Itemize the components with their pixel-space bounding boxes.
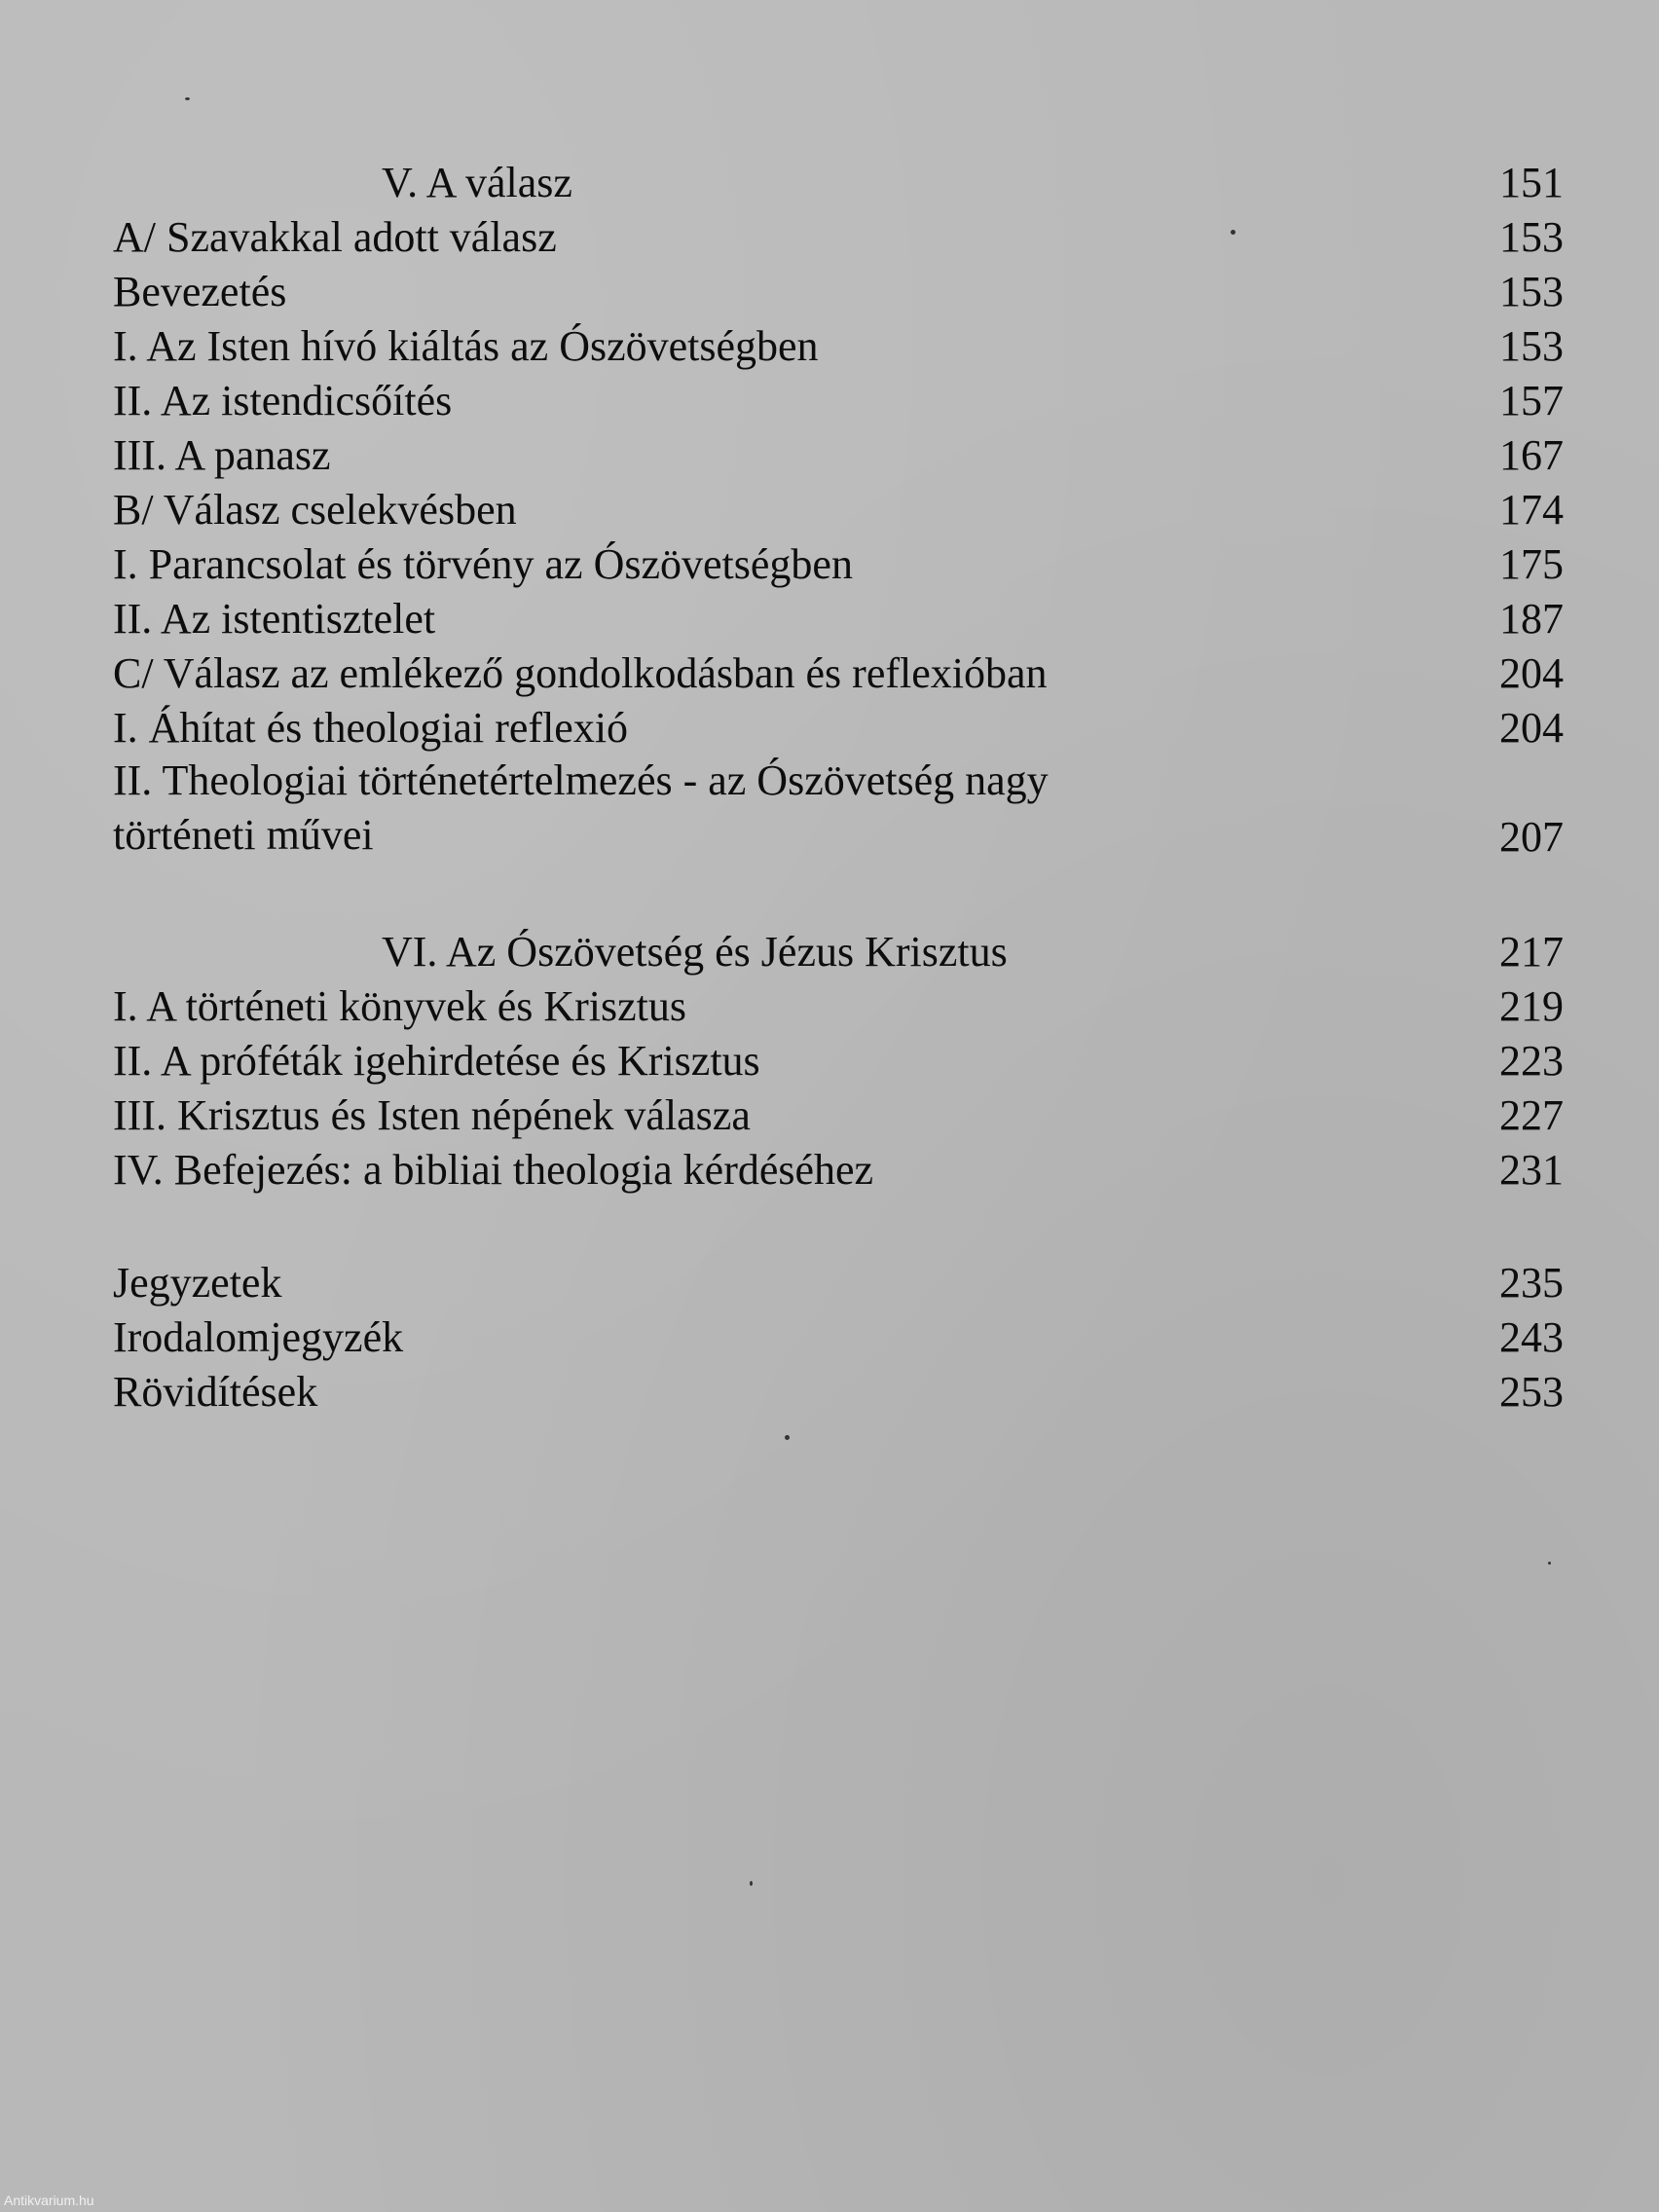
toc-entry-title: I. Parancsolat és törvény az Ószövetségben: [113, 540, 853, 588]
toc-entry-title: II. Az istendicsőítés: [113, 377, 453, 424]
toc-entry-page: 217: [1499, 928, 1564, 976]
toc-entry-title: Irodalomjegyzék: [113, 1313, 404, 1361]
toc-entry: [113, 977, 1564, 1036]
paper-speck: [1231, 230, 1235, 235]
toc-entry: [113, 481, 1564, 539]
paper-speck: [185, 97, 190, 100]
toc-entry-title: VI. Az Ószövetség és Jézus Krisztus: [382, 928, 1008, 976]
toc-entry-title: II. Theologiai történetértelmezés - az Ószövetség nagy történeti művei: [113, 756, 1049, 859]
toc-entry: [113, 1087, 1564, 1145]
toc-entry-page: 151: [1499, 159, 1564, 206]
toc-entry: [113, 1032, 1564, 1090]
toc-entry-page: 219: [1499, 982, 1564, 1030]
toc-entry-title: II. Az istentisztelet: [113, 595, 436, 643]
toc-entry-title: I. Az Isten hívó kiáltás az Ószövetségben: [113, 322, 819, 370]
toc-entry-page: 167: [1499, 431, 1564, 479]
paper-speck: [750, 1881, 753, 1886]
toc-entry: [113, 1309, 1564, 1367]
toc-entry-title: I. Áhítat és theologiai reflexió: [113, 704, 629, 752]
toc-entry-title: Bevezetés: [113, 268, 287, 315]
toc-entry: [113, 535, 1564, 594]
toc-entry: [113, 208, 1564, 267]
toc-entry-page: 231: [1499, 1146, 1564, 1194]
toc-entry-page: 174: [1499, 486, 1564, 534]
toc-entry-page: 204: [1499, 649, 1564, 697]
toc-entry: [113, 1254, 1564, 1312]
toc-entry-title: B/ Válasz cselekvésben: [113, 486, 517, 534]
toc-entry-title: I. A történeti könyvek és Krisztus: [113, 982, 687, 1030]
toc-entry-title: Rövidítések: [113, 1368, 318, 1416]
toc-entry-page: 153: [1499, 213, 1564, 261]
toc-entry-title: A/ Szavakkal adott válasz: [113, 213, 557, 261]
toc-entry-page: 157: [1499, 377, 1564, 424]
watermark: Antikvarium.hu: [4, 2193, 94, 2208]
toc-entry: [113, 1363, 1564, 1421]
toc-entry-chapter-v: [113, 154, 1564, 212]
toc-entry: [113, 699, 1564, 757]
paper-speck: [785, 1435, 790, 1440]
toc-entry: [113, 426, 1564, 485]
toc-entry-page: 175: [1499, 540, 1564, 588]
toc-entry-title: II. A próféták igehirdetése és Krisztus: [113, 1037, 760, 1085]
toc-entry-title: C/ Válasz az emlékező gondolkodásban és reflexióban: [113, 649, 1048, 697]
toc-entry: [113, 263, 1564, 321]
toc-entry-page: 204: [1499, 704, 1564, 752]
toc-entry-title: III. A panasz: [113, 431, 331, 479]
toc-entry: [113, 372, 1564, 430]
toc-entry: [113, 1141, 1564, 1199]
toc-entry-page: 253: [1499, 1368, 1564, 1416]
toc-entry-chapter-vi: [113, 923, 1564, 981]
toc-entry: [113, 590, 1564, 648]
toc-entry-multiline: [113, 754, 1564, 866]
toc-entry-page: 243: [1499, 1313, 1564, 1361]
toc-entry-page: 153: [1499, 322, 1564, 370]
toc-entry-page: 227: [1499, 1091, 1564, 1139]
toc-entry-page: 207: [1499, 813, 1564, 861]
toc-entry-title: V. A válasz: [382, 159, 572, 206]
toc-entry-page: 187: [1499, 595, 1564, 643]
toc-entry-page: 235: [1499, 1259, 1564, 1307]
toc-entry-title: Jegyzetek: [113, 1259, 282, 1307]
toc-entry: [113, 317, 1564, 376]
paper-speck: [1548, 1562, 1551, 1565]
toc-entry-page: 153: [1499, 268, 1564, 315]
toc-entry-page: 223: [1499, 1037, 1564, 1085]
toc-entry: [113, 645, 1564, 703]
toc-entry-title: III. Krisztus és Isten népének válasza: [113, 1091, 751, 1139]
toc-entry-title: IV. Befejezés: a bibliai theologia kérdéséhez: [113, 1146, 874, 1194]
